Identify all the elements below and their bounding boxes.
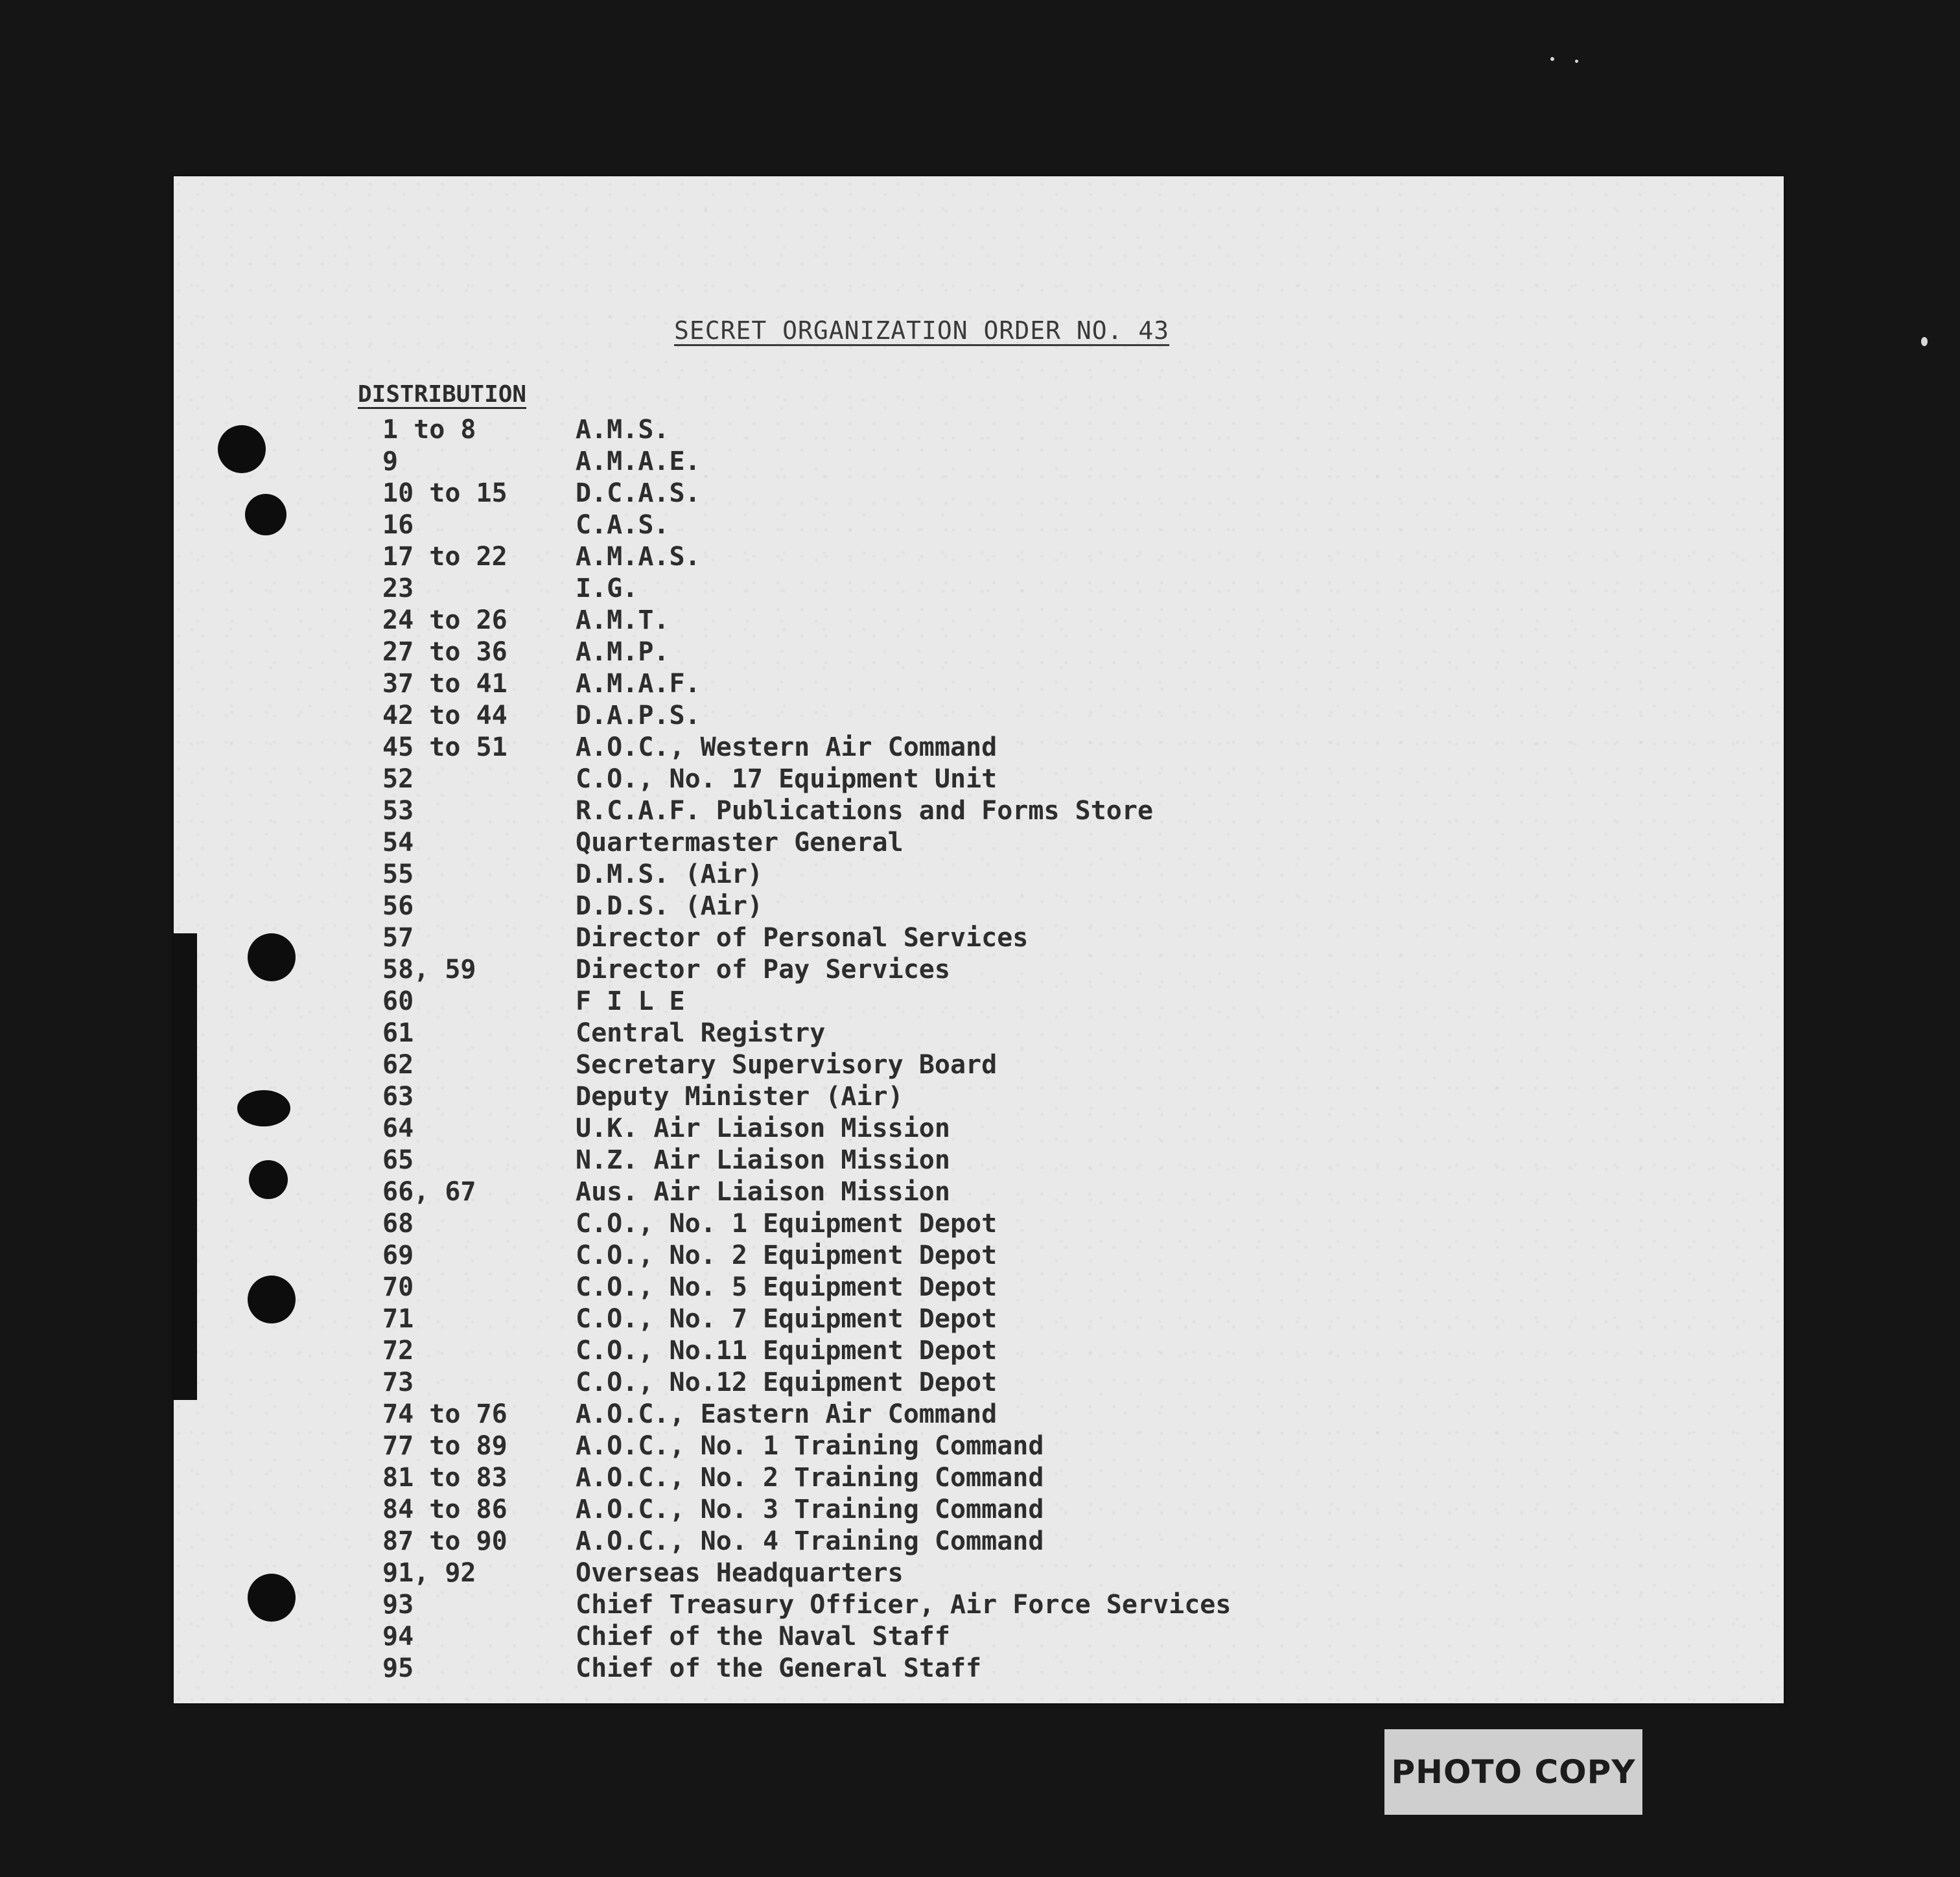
copy-numbers: 24 to 26 (382, 605, 508, 635)
list-item (0, 1368, 1556, 1399)
recipient: C.O., No. 7 Equipment Depot (576, 1304, 998, 1334)
list-item (0, 1272, 1556, 1304)
copy-numbers: 77 to 89 (382, 1431, 508, 1461)
list-item (0, 986, 1556, 1018)
copy-numbers: 58, 59 (382, 955, 476, 985)
copy-numbers: 60 (382, 986, 414, 1016)
copy-numbers: 17 to 22 (382, 542, 508, 572)
copy-numbers: 93 (382, 1590, 414, 1620)
list-item (0, 669, 1556, 701)
recipient: Deputy Minister (Air) (576, 1082, 904, 1112)
list-item (0, 1018, 1556, 1050)
list-item (0, 1241, 1556, 1272)
copy-numbers: 1 to 8 (382, 415, 476, 445)
copy-numbers: 65 (382, 1145, 414, 1175)
copy-numbers: 91, 92 (382, 1558, 476, 1588)
copy-numbers: 94 (382, 1622, 414, 1651)
recipient: C.A.S. (576, 510, 670, 540)
copy-numbers: 61 (382, 1018, 414, 1048)
copy-numbers: 54 (382, 828, 414, 857)
copy-numbers: 57 (382, 923, 414, 953)
list-item (0, 1431, 1556, 1463)
copy-numbers: 9 (382, 447, 399, 476)
copy-numbers: 64 (382, 1113, 414, 1143)
copy-numbers: 81 to 83 (382, 1463, 508, 1493)
list-item (0, 1113, 1556, 1145)
recipient: A.O.C., Western Air Command (576, 732, 998, 762)
recipient: Chief of the General Staff (576, 1653, 982, 1683)
list-item (0, 1177, 1556, 1209)
recipient: C.O., No. 1 Equipment Depot (576, 1209, 998, 1239)
recipient: Secretary Supervisory Board (576, 1050, 998, 1080)
copy-numbers: 42 to 44 (382, 701, 508, 730)
copy-numbers: 52 (382, 764, 414, 794)
list-item (0, 415, 1556, 447)
recipient: Quartermaster General (576, 828, 904, 857)
list-item (0, 1050, 1556, 1082)
recipient: F I L E (576, 986, 685, 1016)
recipient: A.O.C., No. 4 Training Command (576, 1526, 1044, 1556)
photocopy-stamp (1384, 1729, 1642, 1815)
list-item (0, 605, 1556, 637)
copy-numbers: 87 to 90 (382, 1526, 508, 1556)
recipient: D.D.S. (Air) (576, 891, 763, 921)
copy-numbers: 45 to 51 (382, 732, 508, 762)
list-item (0, 1558, 1556, 1590)
list-item (0, 955, 1556, 986)
copy-numbers: 72 (382, 1336, 414, 1366)
copy-numbers: 37 to 41 (382, 669, 508, 699)
recipient: I.G. (576, 574, 638, 603)
recipient: A.M.A.E. (576, 447, 701, 476)
list-item (0, 447, 1556, 478)
list-item (0, 1590, 1556, 1622)
recipient: N.Z. Air Liaison Mission (576, 1145, 950, 1175)
list-item (0, 732, 1556, 764)
recipient: Chief Treasury Officer, Air Force Services (576, 1590, 1231, 1620)
document-title: SECRET ORGANIZATION ORDER NO. 43 (674, 316, 1170, 345)
copy-numbers: 55 (382, 859, 414, 889)
recipient: D.C.A.S. (576, 478, 701, 508)
list-item (0, 1209, 1556, 1241)
recipient: A.M.T. (576, 605, 670, 635)
list-item (0, 637, 1556, 669)
copy-numbers: 73 (382, 1368, 414, 1397)
copy-numbers: 84 to 86 (382, 1495, 508, 1524)
list-item (0, 764, 1556, 796)
recipient: A.O.C., No. 2 Training Command (576, 1463, 1044, 1493)
copy-numbers: 95 (382, 1653, 414, 1683)
copy-numbers: 63 (382, 1082, 414, 1112)
list-item (0, 1336, 1556, 1368)
dust-speck (1575, 60, 1578, 63)
copy-numbers: 27 to 36 (382, 637, 508, 667)
list-item (0, 1463, 1556, 1495)
copy-numbers: 71 (382, 1304, 414, 1334)
copy-numbers: 66, 67 (382, 1177, 476, 1207)
list-item (0, 574, 1556, 605)
recipient: A.M.P. (576, 637, 670, 667)
distribution-heading: DISTRIBUTION (358, 381, 527, 408)
copy-numbers: 74 to 76 (382, 1399, 508, 1429)
copy-numbers: 70 (382, 1272, 414, 1302)
dust-speck (1921, 337, 1928, 346)
list-item (0, 1304, 1556, 1336)
recipient: Director of Pay Services (576, 955, 950, 985)
recipient: A.O.C., No. 1 Training Command (576, 1431, 1044, 1461)
recipient: C.O., No.11 Equipment Depot (576, 1336, 998, 1366)
recipient: A.O.C., No. 3 Training Command (576, 1495, 1044, 1524)
list-item (0, 1622, 1556, 1653)
list-item (0, 1399, 1556, 1431)
list-item (0, 828, 1556, 859)
dust-speck (1550, 57, 1554, 61)
recipient: R.C.A.F. Publications and Forms Store (576, 796, 1154, 826)
distribution-list (0, 415, 1556, 1685)
recipient: D.M.S. (Air) (576, 859, 763, 889)
list-item (0, 1082, 1556, 1113)
list-item (0, 478, 1556, 510)
recipient: A.M.A.S. (576, 542, 701, 572)
recipient: Aus. Air Liaison Mission (576, 1177, 950, 1207)
list-item (0, 542, 1556, 574)
list-item (0, 891, 1556, 923)
stamp-text: PHOTO COPY (1391, 1753, 1636, 1791)
recipient: A.M.S. (576, 415, 670, 445)
recipient: C.O., No. 2 Equipment Depot (576, 1241, 998, 1270)
recipient: C.O., No.12 Equipment Depot (576, 1368, 998, 1397)
list-item (0, 923, 1556, 955)
recipient: Central Registry (576, 1018, 826, 1048)
list-item (0, 1526, 1556, 1558)
copy-numbers: 62 (382, 1050, 414, 1080)
copy-numbers: 53 (382, 796, 414, 826)
recipient: A.M.A.F. (576, 669, 701, 699)
recipient: D.A.P.S. (576, 701, 701, 730)
copy-numbers: 10 to 15 (382, 478, 508, 508)
recipient: Overseas Headquarters (576, 1558, 904, 1588)
recipient: Chief of the Naval Staff (576, 1622, 950, 1651)
list-item (0, 1145, 1556, 1177)
list-item (0, 796, 1556, 828)
list-item (0, 1495, 1556, 1526)
recipient: U.K. Air Liaison Mission (576, 1113, 950, 1143)
list-item (0, 701, 1556, 732)
recipient: C.O., No. 5 Equipment Depot (576, 1272, 998, 1302)
recipient: A.O.C., Eastern Air Command (576, 1399, 998, 1429)
recipient: Director of Personal Services (576, 923, 1029, 953)
recipient: C.O., No. 17 Equipment Unit (576, 764, 998, 794)
copy-numbers: 68 (382, 1209, 414, 1239)
copy-numbers: 16 (382, 510, 414, 540)
copy-numbers: 23 (382, 574, 414, 603)
list-item (0, 510, 1556, 542)
list-item (0, 859, 1556, 891)
list-item (0, 1653, 1556, 1685)
copy-numbers: 69 (382, 1241, 414, 1270)
copy-numbers: 56 (382, 891, 414, 921)
